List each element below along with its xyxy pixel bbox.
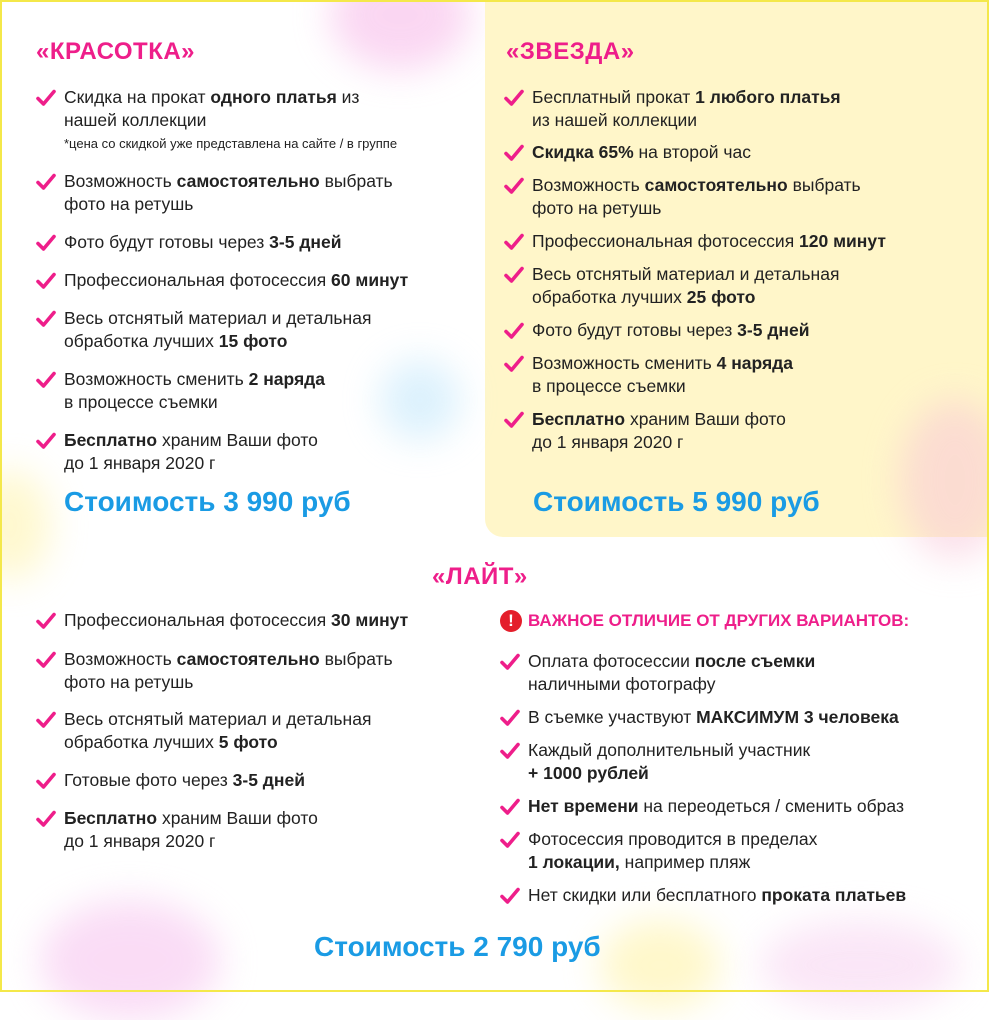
- plain-text: в процессе съемки: [532, 376, 686, 396]
- plain-text: из нашей коллекции: [532, 110, 698, 130]
- list-item-text: [64, 307, 371, 353]
- list-item-text: [64, 769, 305, 792]
- plain-text: храним Ваши фото: [157, 430, 318, 450]
- bold-text: Скидка 65%: [532, 142, 634, 162]
- plain-text: до 1 января 2020 г: [64, 453, 216, 473]
- plain-text: Фото будут готовы через: [64, 232, 270, 252]
- checkmark-icon: [500, 798, 520, 816]
- bold-text: Бесплатно: [532, 409, 626, 429]
- checkmark-icon: [500, 709, 520, 727]
- list-item-text: [64, 368, 325, 414]
- bold-text: 15 фото: [218, 331, 288, 351]
- plain-text: выбрать: [787, 175, 861, 195]
- plain-text: Нет скидки или бесплатного: [528, 885, 762, 905]
- checkmark-icon: [504, 355, 524, 373]
- plain-text: фото на ретушь: [64, 672, 194, 692]
- checkmark-icon: [500, 742, 520, 760]
- bold-text: 3-5 дней: [269, 232, 342, 252]
- plain-text: фото на ретушь: [64, 194, 194, 214]
- checkmark-icon: [36, 810, 56, 828]
- lait-warning-title: ВАЖНОЕ ОТЛИЧИЕ ОТ ДРУГИХ ВАРИАНТОВ:: [528, 611, 910, 630]
- bold-text: самостоятельно: [176, 171, 320, 191]
- decor-blob: [40, 900, 220, 1020]
- plain-text: до 1 января 2020 г: [532, 432, 684, 452]
- list-item-text: [64, 807, 318, 853]
- list-item-text: [528, 828, 817, 874]
- list-item-text: [64, 708, 371, 754]
- bold-text: + 1000 рублей: [528, 763, 649, 783]
- list-item-text: [528, 739, 810, 785]
- bold-text: 4 наряда: [716, 353, 794, 373]
- checkmark-icon: [36, 711, 56, 729]
- list-item-text: [528, 795, 904, 818]
- checkmark-icon: [36, 432, 56, 450]
- bold-text: 25 фото: [686, 287, 756, 307]
- list-item-text: [64, 648, 393, 694]
- list-item-text: [532, 174, 861, 220]
- checkmark-icon: [36, 310, 56, 328]
- checkmark-icon: [504, 266, 524, 284]
- plain-text: Весь отснятый материал и детальная: [64, 308, 372, 328]
- list-item-text: [64, 231, 342, 254]
- list-item-text: [528, 706, 899, 729]
- checkmark-icon: [504, 177, 524, 195]
- checkmark-icon: [504, 144, 524, 162]
- bold-text: 3-5 дней: [737, 320, 810, 340]
- checkmark-icon: [36, 272, 56, 290]
- krasotka-price: Стоимость 3 990 руб: [64, 486, 351, 517]
- list-item-text: [532, 408, 786, 454]
- bold-text: после съемки: [694, 651, 816, 671]
- plain-text: обработка лучших: [64, 331, 219, 351]
- plain-text: Возможность: [532, 175, 645, 195]
- decor-blob: [0, 470, 50, 580]
- plain-text: например пляж: [619, 852, 751, 872]
- plain-text: Оплата фотосессии: [528, 651, 695, 671]
- list-item-text: [64, 86, 397, 154]
- bold-text: 120 минут: [799, 231, 886, 251]
- plain-text: обработка лучших: [532, 287, 687, 307]
- list-item-text: [532, 352, 793, 398]
- lait-price: Стоимость 2 790 руб: [314, 931, 601, 962]
- bold-text: самостоятельно: [644, 175, 788, 195]
- bold-text: одного платья: [210, 87, 337, 107]
- checkmark-icon: [500, 887, 520, 905]
- list-item-text: [64, 269, 408, 292]
- bold-text: 5 фото: [218, 732, 278, 752]
- checkmark-icon: [504, 233, 524, 251]
- plain-text: наличными фотографу: [528, 674, 716, 694]
- checkmark-icon: [500, 653, 520, 671]
- list-item-text: [64, 609, 408, 632]
- list-item-text: [528, 650, 815, 696]
- list-item-text: [532, 263, 839, 309]
- plain-text: выбрать: [319, 171, 393, 191]
- bold-text: 1 локации,: [528, 852, 620, 872]
- checkmark-icon: [36, 612, 56, 630]
- plain-text: из: [336, 87, 360, 107]
- list-item-text: [532, 230, 886, 253]
- footnote: *цена со скидкой уже представлена на сайте / в группе: [64, 136, 398, 151]
- list-item-text: [532, 319, 810, 342]
- bold-text: Нет времени: [528, 796, 639, 816]
- bold-text: 30 минут: [331, 610, 409, 630]
- plain-text: Каждый дополнительный участник: [528, 740, 811, 760]
- decor-blob: [600, 920, 720, 1010]
- bold-text: самостоятельно: [176, 649, 320, 669]
- list-item-text: [528, 884, 906, 907]
- list-item-text: [64, 429, 318, 475]
- plain-text: В съемке участвуют: [528, 707, 697, 727]
- bold-text: МАКСИМУМ 3 человека: [696, 707, 899, 727]
- plain-text: Возможность сменить: [532, 353, 717, 373]
- checkmark-icon: [36, 89, 56, 107]
- plain-text: Возможность сменить: [64, 369, 249, 389]
- bold-text: проката платьев: [761, 885, 907, 905]
- list-item-text: [532, 86, 841, 132]
- plain-text: Возможность: [64, 171, 177, 191]
- bold-text: Бесплатно: [64, 808, 158, 828]
- checkmark-icon: [36, 234, 56, 252]
- checkmark-icon: [504, 322, 524, 340]
- krasotka-title: «КРАСОТКА»: [36, 38, 196, 65]
- plain-text: Готовые фото через: [64, 770, 233, 790]
- plain-text: Скидка на прокат: [64, 87, 211, 107]
- plain-text: Профессиональная фотосессия: [64, 270, 332, 290]
- zvezda-price: Стоимость 5 990 руб: [533, 486, 820, 517]
- checkmark-icon: [504, 411, 524, 429]
- plain-text: Профессиональная фотосессия: [64, 610, 332, 630]
- checkmark-icon: [36, 772, 56, 790]
- bold-text: Бесплатно: [64, 430, 158, 450]
- bold-text: 2 наряда: [248, 369, 326, 389]
- bold-text: 1 любого платья: [695, 87, 841, 107]
- plain-text: Возможность: [64, 649, 177, 669]
- plain-text: выбрать: [319, 649, 393, 669]
- plain-text: Профессиональная фотосессия: [532, 231, 800, 251]
- plain-text: до 1 января 2020 г: [64, 831, 216, 851]
- decor-blob: [380, 360, 460, 440]
- bold-text: 60 минут: [331, 270, 409, 290]
- plain-text: Весь отснятый материал и детальная: [532, 264, 840, 284]
- decor-blob: [330, 0, 470, 70]
- plain-text: храним Ваши фото: [157, 808, 318, 828]
- plain-text: Весь отснятый материал и детальная: [64, 709, 372, 729]
- lait-title: «ЛАЙТ»: [432, 563, 528, 590]
- exclamation-icon: !: [500, 610, 522, 632]
- plain-text: нашей коллекции: [64, 110, 207, 130]
- checkmark-icon: [504, 89, 524, 107]
- checkmark-icon: [36, 173, 56, 191]
- plain-text: на переодеться / сменить образ: [638, 796, 904, 816]
- checkmark-icon: [500, 831, 520, 849]
- zvezda-title: «ЗВЕЗДА»: [506, 38, 635, 65]
- plain-text: Бесплатный прокат: [532, 87, 696, 107]
- plain-text: в процессе съемки: [64, 392, 218, 412]
- plain-text: Фото будут готовы через: [532, 320, 738, 340]
- list-item-text: [64, 170, 393, 216]
- decor-blob: [760, 920, 960, 1010]
- checkmark-icon: [36, 371, 56, 389]
- plain-text: Фотосессия проводится в пределах: [528, 829, 818, 849]
- plain-text: фото на ретушь: [532, 198, 662, 218]
- bold-text: 3-5 дней: [232, 770, 305, 790]
- plain-text: храним Ваши фото: [625, 409, 786, 429]
- plain-text: обработка лучших: [64, 732, 219, 752]
- list-item-text: [532, 141, 751, 164]
- plain-text: на второй час: [633, 142, 751, 162]
- checkmark-icon: [36, 651, 56, 669]
